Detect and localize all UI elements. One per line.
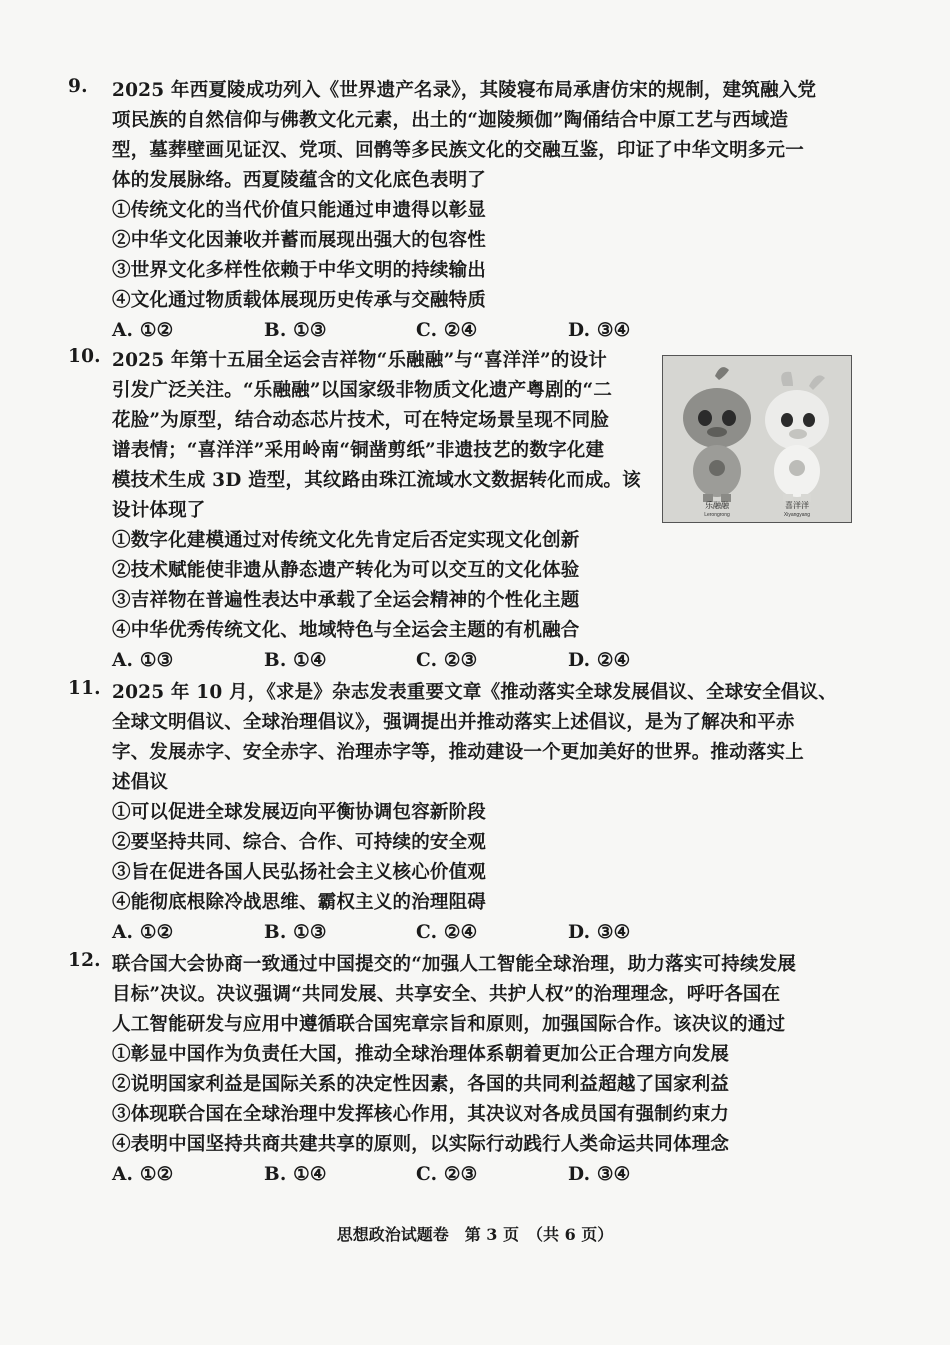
question-number: 10.	[68, 346, 101, 367]
choice-a[interactable]: A. ①③	[112, 650, 174, 671]
question-12	[68, 950, 828, 1190]
option-statement: ③吉祥物在普遍性表达中承载了全运会精神的个性化主题	[112, 590, 580, 611]
option-statement: ③世界文化多样性依赖于中华文明的持续输出	[112, 260, 487, 281]
choice-a[interactable]: A. ①②	[112, 320, 174, 341]
stem-line: 花脸”为原型，结合动态芯片技术，可在特定场景呈现不同脸	[112, 410, 610, 431]
option-statement: ①数字化建模通过对传统文化先肯定后否定实现文化创新	[112, 530, 580, 551]
option-statement: ②说明国家利益是国际关系的决定性因素，各国的共同利益超越了国家利益	[112, 1074, 730, 1095]
mascot-label-left: 乐融融	[705, 501, 729, 510]
question-number: 11.	[68, 678, 101, 699]
choice-c[interactable]: C. ②③	[416, 1164, 478, 1185]
answer-choices	[112, 1160, 828, 1190]
stem-line: 2025 年第十五届全运会吉祥物“乐融融”与“喜洋洋”的设计	[112, 350, 607, 371]
option-statement: ①传统文化的当代价值只能通过申遗得以彰显	[112, 200, 487, 221]
option-statement: ②中华文化因兼收并蓄而展现出强大的包容性	[112, 230, 487, 251]
page-footer: 思想政治试题卷 第 3 页 （共 6 页）	[336, 1225, 614, 1244]
choice-d[interactable]: D. ③④	[568, 320, 631, 341]
choice-b[interactable]: B. ①③	[264, 922, 327, 943]
stem-line: 模技术生成 3D 造型，其纹路由珠江流域水文数据转化而成。该	[112, 470, 641, 491]
stem-line: 全球文明倡议、全球治理倡议》，强调提出并推动落实上述倡议，是为了解决和平赤	[112, 712, 795, 733]
answer-choices	[112, 316, 828, 346]
choice-a[interactable]: A. ①②	[112, 922, 174, 943]
mascot-label-right: 喜洋洋	[785, 501, 809, 510]
choice-d[interactable]: D. ③④	[568, 922, 631, 943]
mascot-label-left-en: Lerongrong	[704, 512, 730, 518]
question-number: 9.	[68, 76, 88, 97]
choice-c[interactable]: C. ②④	[416, 320, 478, 341]
question-9	[68, 76, 828, 346]
option-statement: ③体现联合国在全球治理中发挥核心作用，其决议对各成员国有强制约束力	[112, 1104, 730, 1125]
option-statement: ④文化通过物质载体展现历史传承与交融特质	[112, 290, 487, 311]
mascot-label-right-en: Xiyangyang	[783, 512, 811, 518]
mascot-illustration	[663, 356, 851, 522]
choice-d[interactable]: D. ③④	[568, 1164, 631, 1185]
option-statement: ④中华优秀传统文化、地域特色与全运会主题的有机融合	[112, 620, 580, 641]
stem-line: 2025 年 10 月，《求是》杂志发表重要文章《推动落实全球发展倡议、全球安全倡议、	[112, 682, 837, 703]
answer-choices	[112, 918, 828, 948]
option-statement: ③旨在促进各国人民弘扬社会主义核心价值观	[112, 862, 487, 883]
option-statement: ④表明中国坚持共商共建共享的原则，以实际行动践行人类命运共同体理念	[112, 1134, 730, 1155]
mascot-photo	[662, 355, 852, 523]
choice-c[interactable]: C. ②④	[416, 922, 478, 943]
choice-b[interactable]: B. ①④	[264, 1164, 327, 1185]
stem-line: 设计体现了	[112, 500, 206, 521]
stem-line: 引发广泛关注。“乐融融”以国家级非物质文化遗产粤剧的“二	[112, 380, 613, 401]
stem-line: 联合国大会协商一致通过中国提交的“加强人工智能全球治理，助力落实可持续发展	[112, 954, 797, 975]
stem-line: 字、发展赤字、安全赤字、治理赤字等，推动建设一个更加美好的世界。推动落实上	[112, 742, 804, 763]
choice-a[interactable]: A. ①②	[112, 1164, 174, 1185]
option-statement: ④能彻底根除冷战思维、霸权主义的治理阻碍	[112, 892, 487, 913]
option-statement: ①可以促进全球发展迈向平衡协调包容新阶段	[112, 802, 487, 823]
stem-line: 人工智能研发与应用中遵循联合国宪章宗旨和原则，加强国际合作。该决议的通过	[112, 1014, 786, 1035]
stem-line: 谱表情；“喜洋洋”采用岭南“铜凿剪纸”非遗技艺的数字化建	[112, 440, 605, 461]
choice-b[interactable]: B. ①④	[264, 650, 327, 671]
stem-line: 项民族的自然信仰与佛教文化元素，出土的“迦陵频伽”陶俑结合中原工艺与西域造	[112, 110, 789, 131]
stem-line: 述倡议	[112, 772, 169, 793]
choice-b[interactable]: B. ①③	[264, 320, 327, 341]
stem-line: 体的发展脉络。西夏陵蕴含的文化底色表明了	[112, 170, 487, 191]
question-number: 12.	[68, 950, 101, 971]
choice-c[interactable]: C. ②③	[416, 650, 478, 671]
stem-line: 2025 年西夏陵成功列入《世界遗产名录》，其陵寝布局承唐仿宋的规制，建筑融入党	[112, 80, 817, 101]
option-statement: ①彰显中国作为负责任大国，推动全球治理体系朝着更加公正合理方向发展	[112, 1044, 730, 1065]
option-statement: ②要坚持共同、综合、合作、可持续的安全观	[112, 832, 487, 853]
stem-line: 型，墓葬壁画见证汉、党项、回鹘等多民族文化的交融互鉴，印证了中华文明多元一	[112, 140, 804, 161]
question-11	[68, 678, 837, 948]
choice-d[interactable]: D. ②④	[568, 650, 631, 671]
answer-choices	[112, 646, 828, 676]
stem-line: 目标”决议。决议强调“共同发展、共享安全、共护人权”的治理理念，呼吁各国在	[112, 984, 781, 1005]
option-statement: ②技术赋能使非遗从静态遗产转化为可以交互的文化体验	[112, 560, 580, 581]
